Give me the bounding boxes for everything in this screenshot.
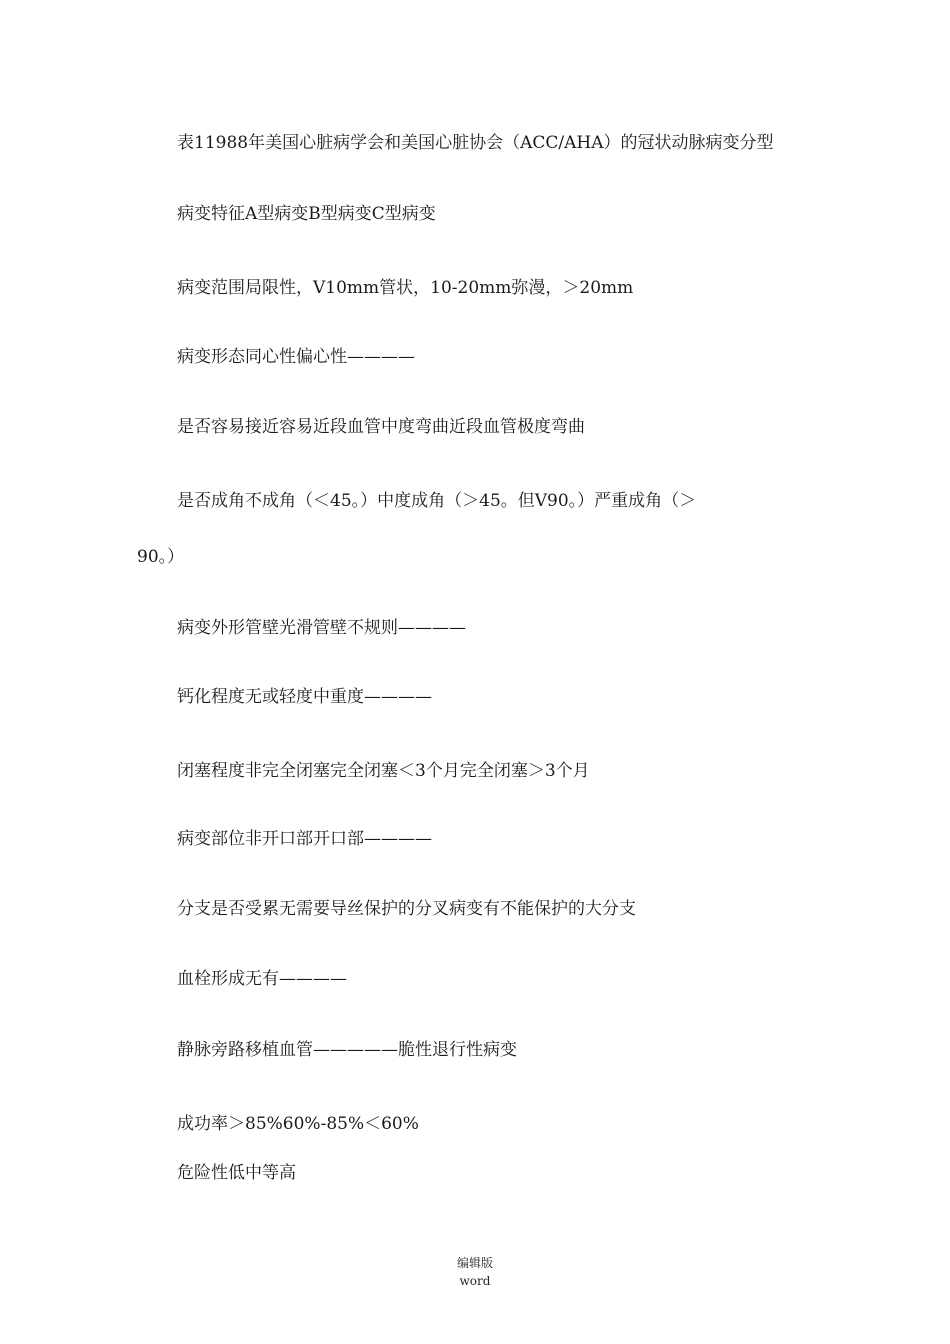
document-row: 病变部位非开口部开口部———— — [177, 829, 432, 849]
footer-sublabel: word — [459, 1274, 491, 1288]
table-title: 表11988年美国心脏病学会和美国心脏协会（ACC/AHA）的冠状动脉病变分型 — [177, 133, 774, 153]
document-row: 分支是否受累无需要导丝保护的分叉病变有不能保护的大分支 — [177, 899, 636, 919]
document-row: 病变形态同心性偏心性———— — [177, 347, 415, 367]
document-row: 成功率＞85%60%-85%＜60% — [177, 1114, 419, 1134]
footer-label: 编辑版 — [456, 1256, 493, 1270]
document-row: 病变范围局限性，V10mm管状，10-20mm弥漫，＞20mm — [177, 278, 634, 298]
document-row-continuation: 90。） — [137, 547, 185, 567]
document-row: 静脉旁路移植血管—————脆性退行性病变 — [177, 1040, 517, 1060]
document-row: 是否容易接近容易近段血管中度弯曲近段血管极度弯曲 — [177, 417, 585, 437]
document-row: 钙化程度无或轻度中重度———— — [177, 687, 432, 707]
document-row: 血栓形成无有———— — [177, 969, 347, 989]
document-row: 闭塞程度非完全闭塞完全闭塞＜3个月完全闭塞＞3个月 — [177, 761, 590, 781]
document-row: 是否成角不成角（＜45。）中度成角（＞45。但V90。）严重成角（＞ — [177, 491, 697, 511]
document-row: 病变外形管壁光滑管壁不规则———— — [177, 618, 466, 638]
document-row: 病变特征A型病变B型病变C型病变 — [177, 204, 436, 224]
document-row: 危险性低中等高 — [177, 1163, 296, 1183]
